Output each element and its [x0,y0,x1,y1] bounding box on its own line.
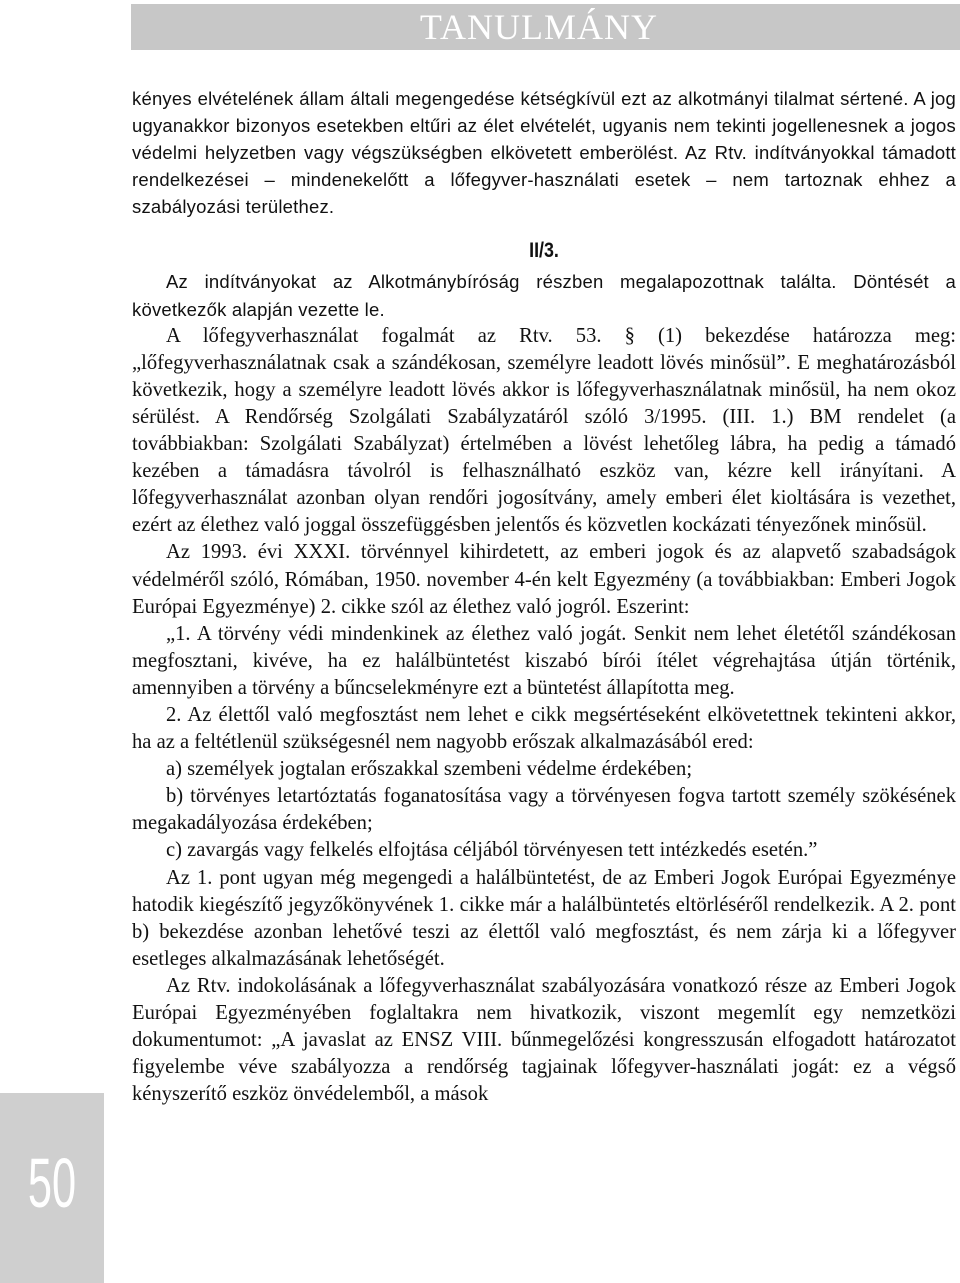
header-band [131,4,960,50]
quote-item-c: c) zavargás vagy felkelés elfojtása céljából törvényesen tett intézkedés esetén.” [166,839,818,862]
section-heading: II/3. [529,239,559,263]
quote-item-b: b) törvényes letartóztatás foganatosítása vagy a törvényesen fogva tartott személy szökésének megakadályozása érdekében; [132,785,956,835]
paragraph-4: Az 1. pont ugyan még megengedi a halálbüntetést, de az Emberi Jogok Európai Egyezménye hatodik kiegészítő jegyzőkönyvének 1. cikke már a halálbüntetés eltörléséről rendelkezik. A 2. pont b) bekezdése azonban lehetővé teszi az élettől való megfosztást, és nem zárja ki a lőfegyver esetleges alkalmazásának lehetőségét. [132,866,956,970]
paragraph-intro: kényes elvételének állam általi megengedése kétségkívül ezt az alkotmányi tilalmat sértené. A jog ugyanakkor bizonyos esetekben eltűri az élet elvételét, ugyanis nem tekinti jogellenesnek a jogos védelmi helyzetben vagy végszükségben elkövetett emberölést. Az Rtv. indítványokkal támadott rendelkezései – mindenekelőtt a lőfegyver-használati esetek – nem tartoznak ehhez a szabályozási területhez. [132,88,956,218]
paragraph-5: Az Rtv. indokolásának a lőfegyverhasználat szabályozására vonatkozó része az Emberi Jogok Európai Egyezményében foglaltakra nem hivatkozik, viszont megemlít egy nemzetközi dokumentumot: „A javaslat az ENSZ VIII. bűnmegelőzési kongresszusán elfogadott határozatot figyelembe véve szabályozza a rendőrség tagjainak lőfegyver-használati jogát: ez a végső kényszerítő eszköz önvédelemből, a mások [132,974,956,1106]
quote-point-2: 2. Az élettől való megfosztást nem lehet e cikk megsértéseként elkövetettnek tekinteni akkor, ha az a feltétlenül szükségesnél nem nagyobb erőszak alkalmazásából ered: [132,703,956,754]
paragraph-3: Az 1993. évi XXXI. törvénnyel kihirdetett, az emberi jogok és az alapvető szabadságok védelméről szóló, Rómában, 1950. november 4-én kelt Egyezmény (a továbbiakban: Emberi Jogok Európai Egyezménye) 2. cikke szól az élethez való jogról. Eszerint: [132,541,956,618]
paragraph-1: Az indítványokat az Alkotmánybíróság részben megalapozottnak találta. Döntését a következők alapján vezette le. [132,271,956,320]
page-number: 50 [27,1144,77,1222]
quote-item-a: a) személyek jogtalan erőszakkal szembeni védelme érdekében; [166,758,693,781]
article-body [132,85,956,1108]
page-header-title: TANULMÁNY [419,7,658,47]
quote-point-1: „1. A törvény védi mindenkinek az élethez való jogát. Senkit nem lehet életétől szándékosan megfosztani, kivéve, ha ez halálbüntetést kiszabó bírói ítélet végrehajtása útján történik, amennyiben a törvény a bűncselekményre ezt a büntetést állapította meg. [132,622,956,699]
paragraph-2: A lőfegyverhasználat fogalmát az Rtv. 53. § (1) bekezdése határozza meg: „lőfegyverhasználatnak csak a szándékosan, személyre leadott lövés minősül”. E meghatározásból következik, hogy a személyre leadott lövés akkor is lőfegyverhasználatnak minősül, ha nem okoz sérülést. A Rendőrség Szolgálati Szabályzatáról szóló 3/1995. (III. 1.) BM rendelet (a továbbiakban: Szolgálati Szabályzat) értelmében a lövést lehetőleg lábra, ha pedig a támadó kezében a támadásra távolról is felhasználható eszköz van, kézre kell irányítani. A lőfegyverhasználat azonban olyan rendőri jogosítvány, amely emberi élet kioltására is vezethet, ezért az élethez való joggal összefüggésben jelentős és közvetlen kockázati tényezőnek minősül. [132,324,956,537]
